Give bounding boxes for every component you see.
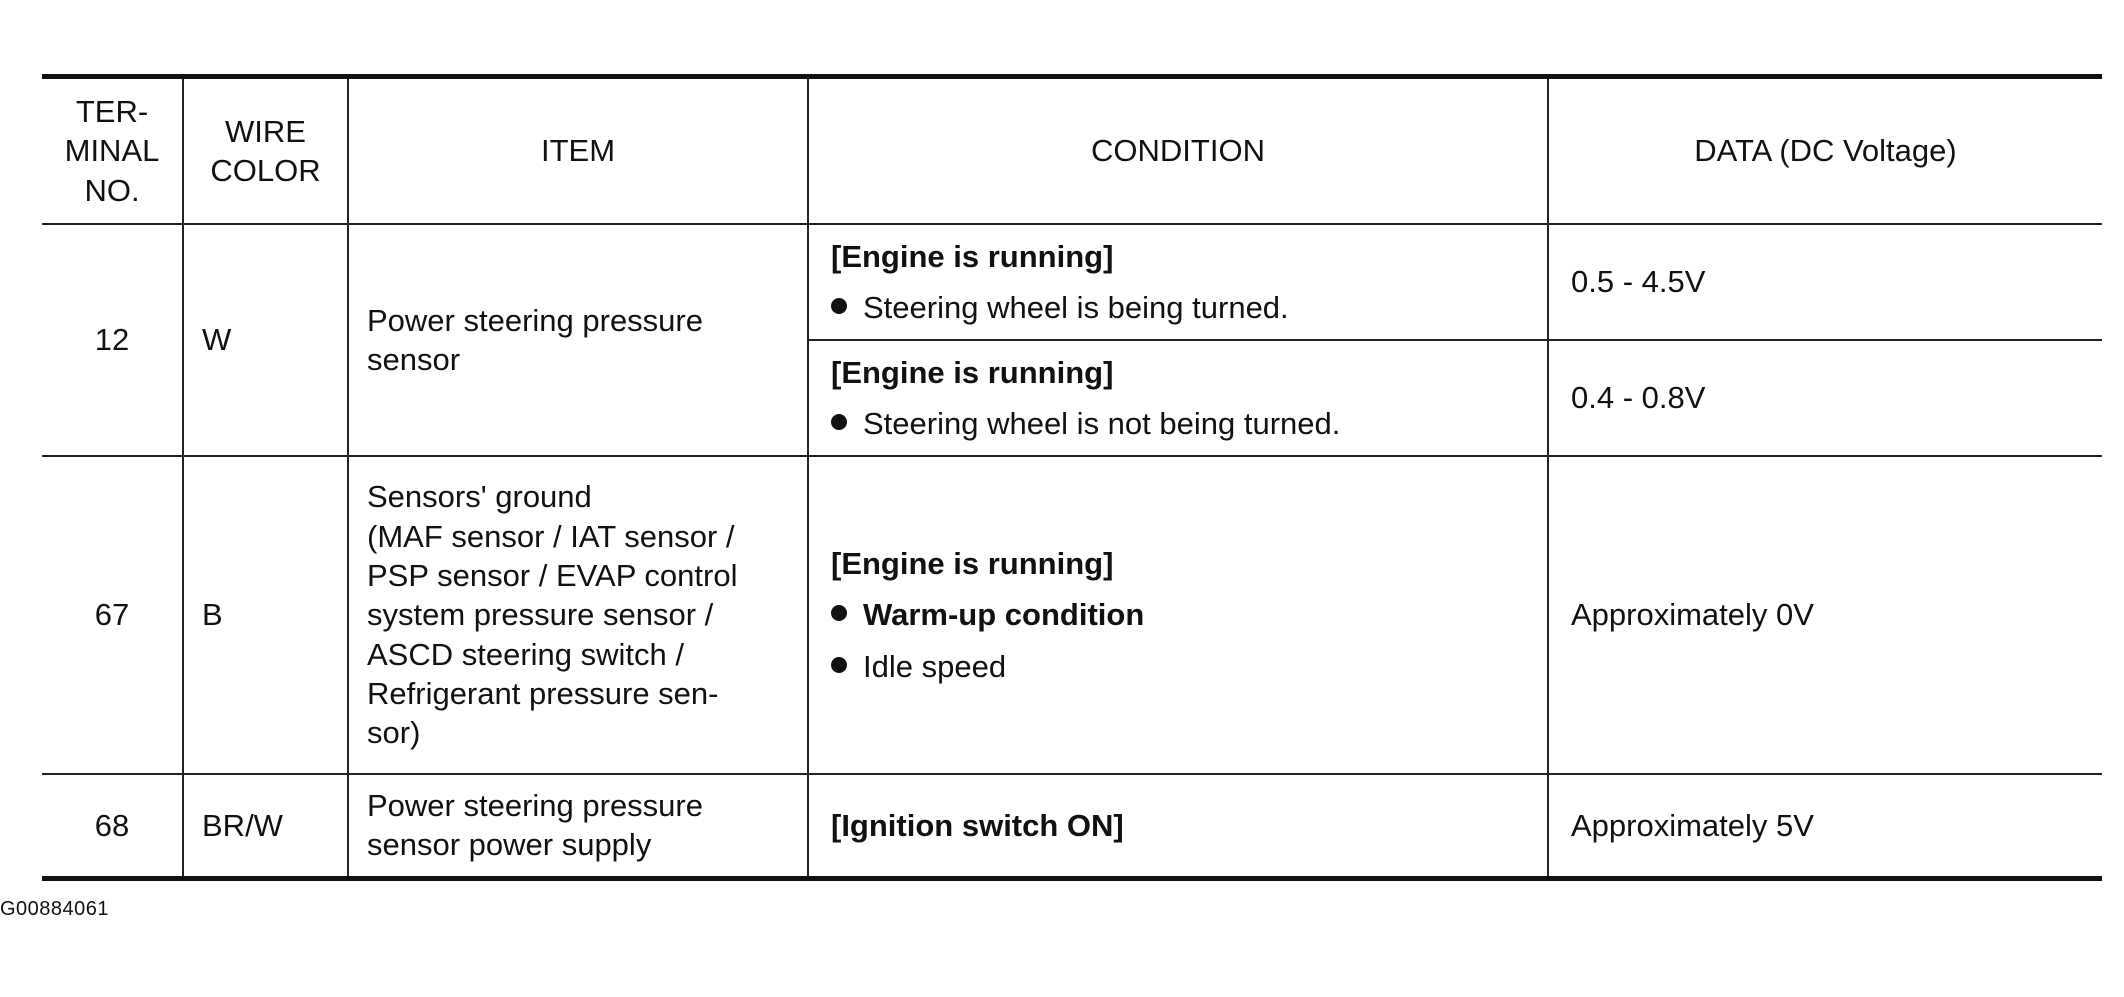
item-line: Power steering pressure <box>367 787 703 823</box>
terminal-no-cell: 67 <box>42 456 183 774</box>
item-line: (MAF sensor / IAT sensor / <box>367 518 735 554</box>
item-line: PSP sensor / EVAP control <box>367 557 738 593</box>
table-header-row <box>42 77 2102 225</box>
table-row <box>42 774 2102 878</box>
wire-color-cell: W <box>183 224 348 456</box>
condition-cell <box>808 340 1548 456</box>
header-terminal-line-3: NO. <box>84 172 140 208</box>
condition-cell <box>808 456 1548 774</box>
ecm-terminal-reference-table <box>42 74 2102 881</box>
condition-bullet <box>831 404 1533 443</box>
header-wire-color <box>183 77 348 225</box>
condition-state: [Engine is running] <box>831 354 1114 390</box>
item-line: sensor <box>367 342 461 377</box>
wire-color-cell: BR/W <box>183 774 348 878</box>
data-cell: Approximately 5V <box>1548 774 2102 878</box>
condition-bullet-text: Steering wheel is being turned. <box>863 290 1289 325</box>
header-condition: CONDITION <box>808 77 1548 225</box>
terminal-no-cell: 68 <box>42 774 183 878</box>
wire-color-cell: B <box>183 456 348 774</box>
bullet-dot-icon <box>831 414 847 430</box>
condition-bullet-text: Warm-up condition <box>863 597 1145 633</box>
item-cell <box>348 774 808 878</box>
condition-bullet <box>831 647 1533 686</box>
item-cell <box>348 456 808 774</box>
data-cell: 0.4 - 0.8V <box>1548 340 2102 456</box>
condition-cell <box>808 224 1548 340</box>
item-line: ASCD steering switch / <box>367 636 684 672</box>
header-wire-line-2: COLOR <box>210 153 321 188</box>
item-line: system pressure sensor / <box>367 597 714 633</box>
header-terminal-no <box>42 77 183 225</box>
header-item: ITEM <box>348 77 808 225</box>
condition-bullet-text: Steering wheel is not being turned. <box>863 406 1341 441</box>
figure-id-label: G00884061 <box>0 898 110 920</box>
table-row <box>42 456 2102 774</box>
condition-state: [Engine is running] <box>831 238 1114 274</box>
table-row <box>42 224 2102 340</box>
data-cell: 0.5 - 4.5V <box>1548 224 2102 340</box>
item-line: Refrigerant pressure sen- <box>367 676 719 712</box>
item-cell <box>348 224 808 456</box>
header-terminal-line-1: TER- <box>75 93 149 129</box>
header-data: DATA (DC Voltage) <box>1548 77 2102 225</box>
item-line: sor) <box>367 715 421 751</box>
bullet-dot-icon <box>831 298 847 314</box>
item-line: Power steering pressure <box>367 302 703 338</box>
header-terminal-line-2: MINAL <box>64 133 160 169</box>
item-line: sensor power supply <box>367 827 652 863</box>
condition-state: [Engine is running] <box>831 545 1114 581</box>
condition-bullet <box>831 595 1533 634</box>
bullet-dot-icon <box>831 657 847 673</box>
item-line: Sensors' ground <box>367 479 592 515</box>
data-cell: Approximately 0V <box>1548 456 2102 774</box>
header-wire-line-1: WIRE <box>225 113 306 149</box>
bullet-dot-icon <box>831 605 847 621</box>
condition-bullet <box>831 288 1533 327</box>
condition-bullet-text: Idle speed <box>863 648 1007 684</box>
condition-state: [Ignition switch ON] <box>831 807 1124 843</box>
terminal-no-cell: 12 <box>42 224 183 456</box>
terminal-data-table-wrapper <box>42 74 2102 881</box>
condition-cell <box>808 774 1548 878</box>
